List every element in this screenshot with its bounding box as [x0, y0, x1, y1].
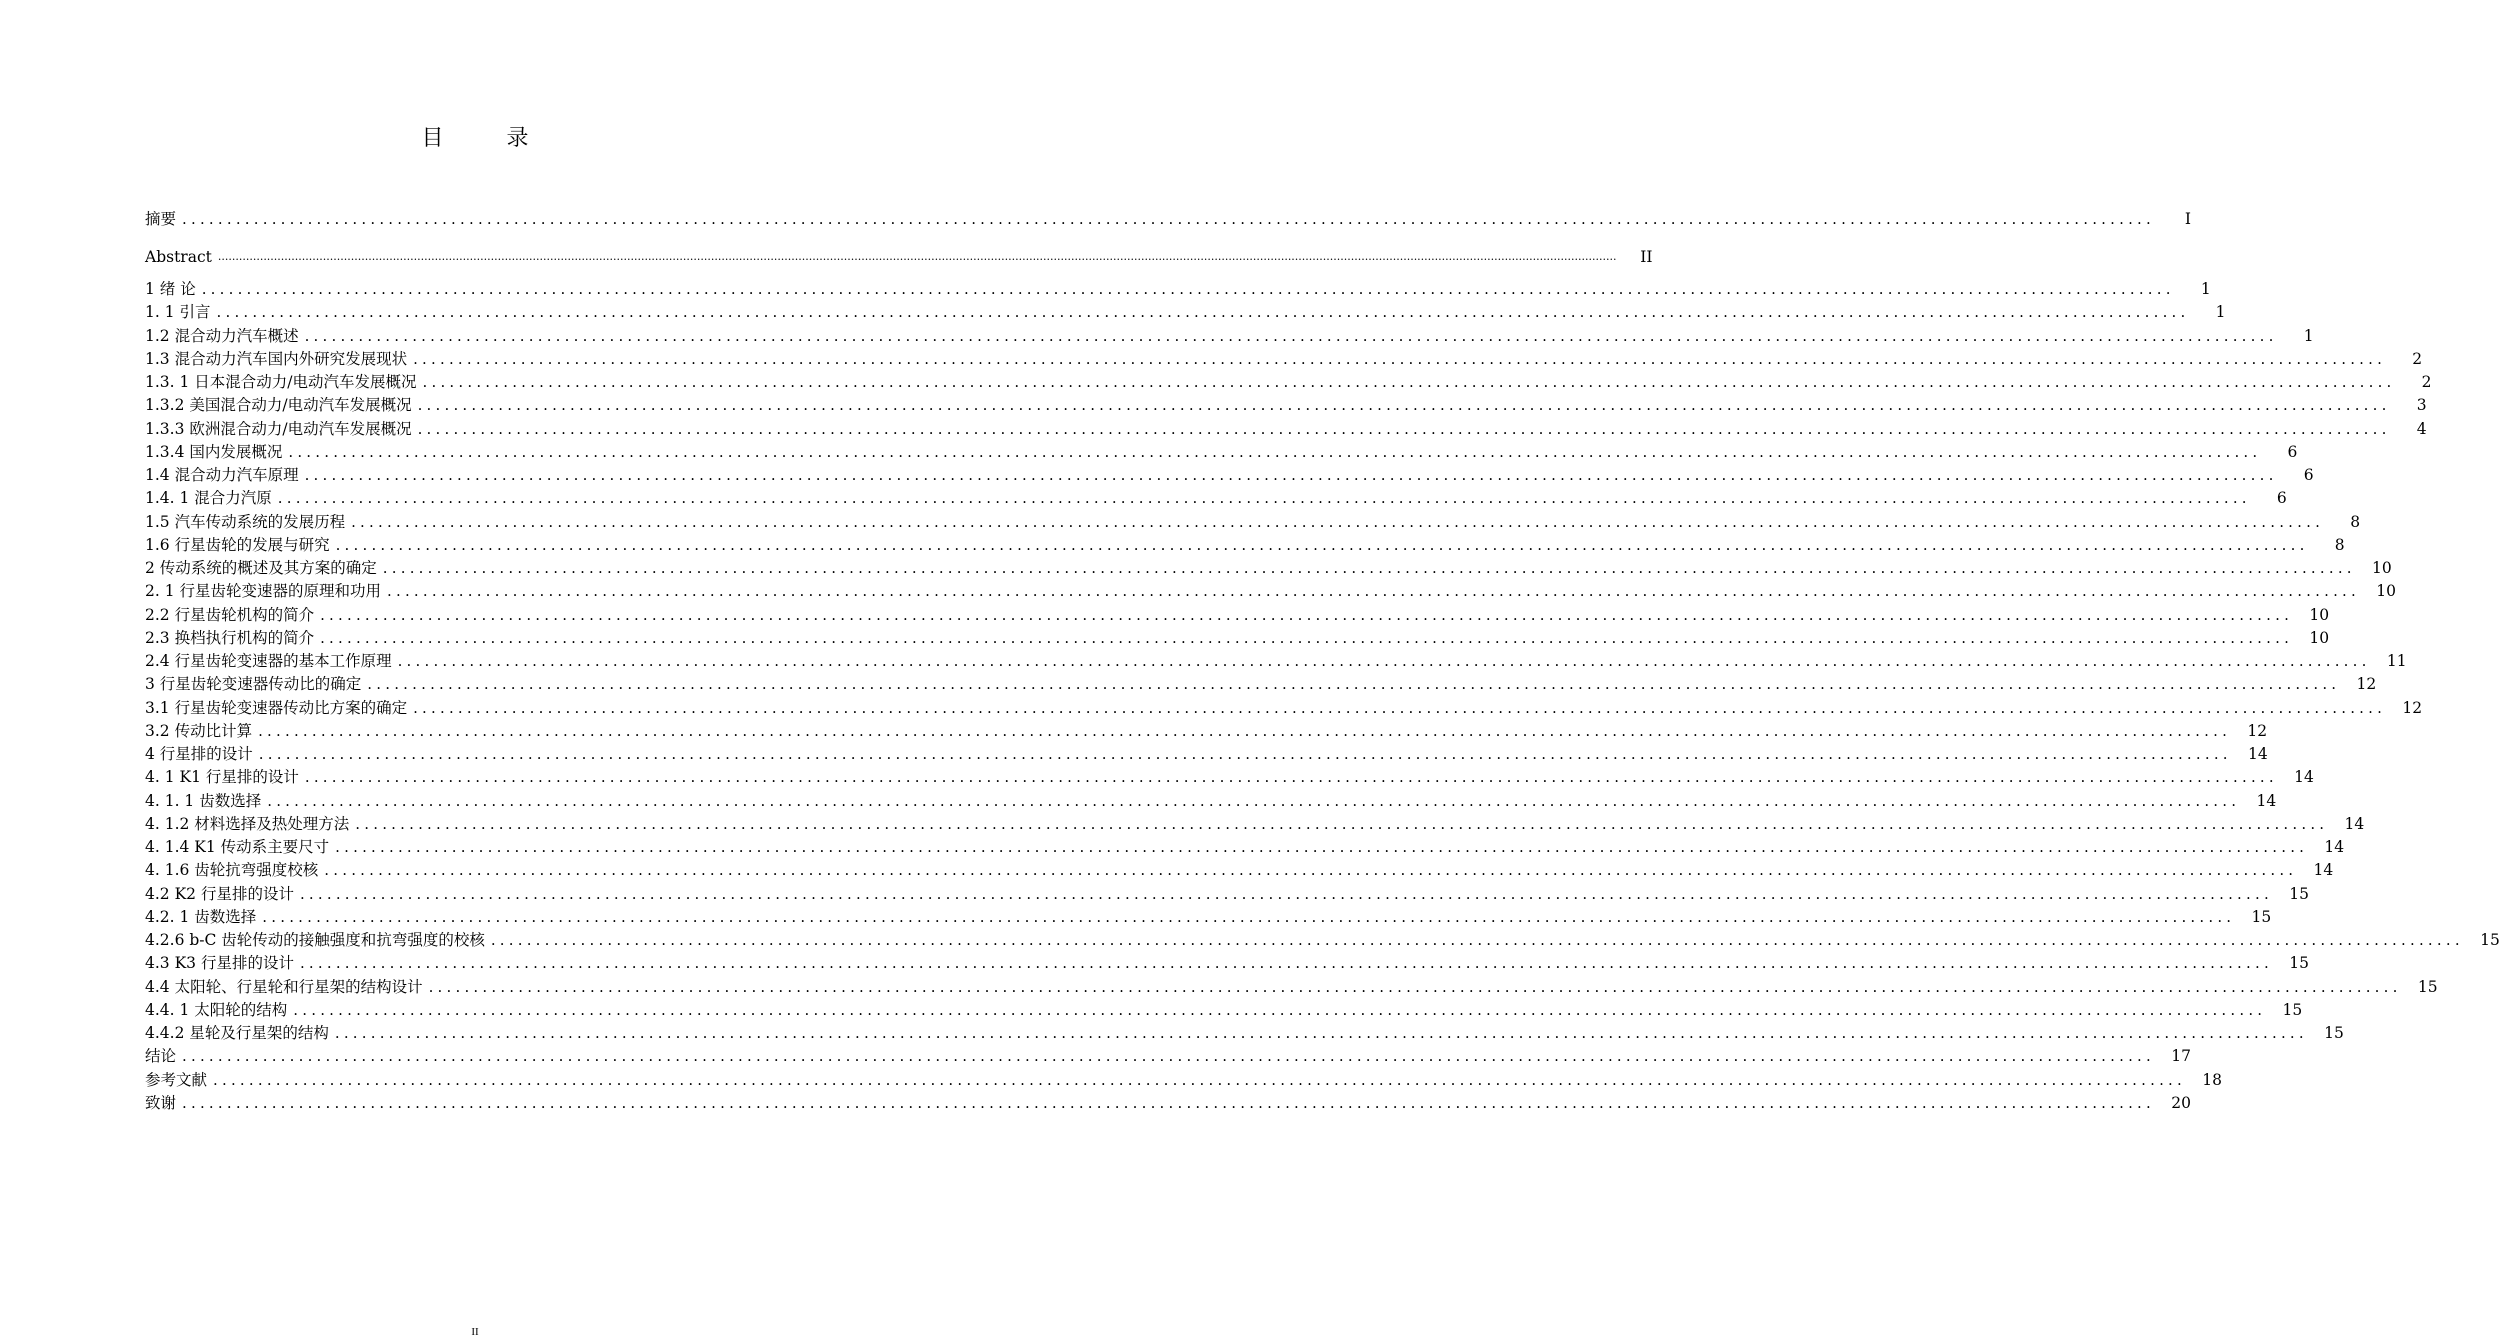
toc-leader-dots: ............................................................................................................................................................................................................................ [258, 745, 2232, 763]
toc-entry-label: 1.3.4 国内发展概况 [145, 442, 288, 462]
toc-entry-page: 10 [2372, 559, 2392, 577]
toc-leader-dots: ............................................................................................................................................................................................................................ [182, 1047, 2155, 1066]
toc-entry-page: 11 [2386, 652, 2407, 670]
toc-entry[interactable] [145, 346, 2423, 369]
toc-entry-label: 结论 [145, 1046, 182, 1066]
toc-leader-dots: ............................................................................................................................................................................................................................ [324, 861, 2298, 880]
toc-entry[interactable] [145, 695, 2423, 718]
toc-entry-label: 4. 1.4 K1 传动系主要尺寸 [145, 837, 335, 857]
toc-entry-page: 6 [2276, 489, 2287, 508]
toc-leader-dots: ............................................................................................................................................................................................................................ [216, 303, 2190, 322]
toc-entry-page: 14 [2344, 814, 2365, 833]
toc-entry-label: 2.4 行星齿轮变速器的基本工作原理 [145, 651, 398, 671]
toc-entry-label: 4.2 K2 行星排的设计 [145, 884, 300, 904]
toc-entry[interactable] [145, 718, 2268, 741]
toc-leader-dots: ............................................................................................................................................................................................................................ [277, 489, 2251, 508]
toc-leader-dots: ............................................................................................................................................................................................................................ [428, 977, 2402, 996]
toc-entry-label: 1 绪 论 [145, 279, 202, 299]
toc-leader-dots: ............................................................................................................................................................................................................................ [413, 698, 2387, 717]
toc-leader-dots: ............................................................................................................................................................................................................................ [387, 582, 2360, 601]
toc-entry-page: 15 [2251, 907, 2272, 926]
toc-leader-dots: ............................................................................................................................................................................................................................ [367, 675, 2341, 694]
toc-entry[interactable] [145, 741, 2268, 764]
toc-entry-label: 2. 1 行星齿轮变速器的原理和功用 [145, 581, 387, 601]
toc-entry-label: 1.3.2 美国混合动力/电动汽车发展概况 [145, 395, 418, 415]
toc-entry[interactable] [145, 276, 2211, 299]
toc-entry[interactable] [145, 834, 2345, 857]
toc-entry[interactable] [145, 974, 2438, 997]
toc-leader-dots: ............................................................................................................................................................................................................................ [413, 349, 2387, 368]
toc-entry-label: 摘要 [145, 209, 182, 229]
toc-entry-page: 3 [2416, 396, 2427, 415]
toc-entry[interactable] [145, 997, 2303, 1020]
toc-entry[interactable] [145, 578, 2396, 601]
toc-entry-page: 8 [2334, 535, 2345, 554]
toc-entry-page: 10 [2309, 605, 2330, 624]
toc-leader-dots: ............................................................................................................................................................................................................................ [262, 907, 2236, 926]
toc-leader-dots: ............................................................................................................................................................................................................................ [382, 559, 2356, 577]
toc-entry-page: 1 [2215, 303, 2226, 322]
toc-entry-page: 4 [2416, 419, 2427, 438]
toc-entry[interactable] [145, 416, 2427, 439]
toc-entry-page: 15 [2289, 954, 2309, 973]
toc-entry[interactable] [145, 392, 2427, 415]
toc-entry-page: 2 [2421, 373, 2432, 391]
toc-entry[interactable] [145, 927, 2500, 950]
toc-entry[interactable] [145, 881, 2309, 904]
toc-leader-dots: ............................................................................................................................................................................................................................ [213, 1070, 2186, 1089]
toc-entry-page: 10 [2309, 628, 2330, 647]
toc-leader-dots: ............................................................................................................................................................................................................................ [293, 1000, 2267, 1019]
toc-entry[interactable] [145, 1067, 2222, 1090]
toc-leader-dots: ............................................................................................................................................................................................................................ [304, 466, 2278, 484]
toc-entry[interactable] [145, 369, 2432, 392]
toc-entry-label: 1.6 行星齿轮的发展与研究 [145, 535, 336, 555]
toc-leader-dots: ............................................................................................................................................................................................................................ [304, 768, 2278, 787]
toc-entry-page: 6 [2303, 466, 2314, 484]
toc-entry-page: 1 [2303, 326, 2314, 345]
toc-leader-dots: ............................................................................................................................................................................................................................ [201, 280, 2175, 298]
toc-entry-page: 20 [2171, 1093, 2191, 1112]
toc-entry-page: 12 [2402, 698, 2423, 717]
toc-entry-label: 参考文献 [145, 1070, 213, 1090]
toc-entry-page: 15 [2282, 1000, 2303, 1019]
toc-entry-label: 4.3 K3 行星排的设计 [145, 953, 300, 973]
toc-entry[interactable] [145, 299, 2226, 322]
toc-entry-label: 2.3 换档执行机构的简介 [145, 628, 320, 648]
toc-entry-label: 4. 1.6 齿轮抗弯强度校核 [145, 860, 324, 880]
toc-entry[interactable] [145, 1043, 2191, 1066]
toc-entry-label: 4. 1 K1 行星排的设计 [145, 767, 305, 787]
toc-entry-label: 4.2. 1 齿数选择 [145, 907, 262, 927]
toc-entry-page: 10 [2376, 582, 2396, 601]
toc-entry[interactable] [145, 206, 2191, 229]
toc-entry-label: 1.4 混合动力汽车原理 [145, 465, 305, 485]
toc-entry-page: 18 [2202, 1070, 2222, 1089]
toc-leader-dots: ............................................................................................................................................................................................................................ [355, 814, 2329, 833]
toc-entry-label: 1.3.3 欧洲混合动力/电动汽车发展概况 [145, 419, 418, 439]
toc-entry-page: 12 [2247, 721, 2268, 740]
toc-leader-dots: ............................................................................................................................................................................................................................ [397, 652, 2371, 670]
toc-entry[interactable] [145, 462, 2314, 485]
toc-entry-label: 3.1 行星齿轮变速器传动比方案的确定 [145, 698, 413, 718]
toc-entry[interactable] [145, 671, 2377, 694]
toc-entry-label: 1.4. 1 混合力汽原 [145, 488, 278, 508]
toc-entry-label: Abstract [145, 247, 218, 267]
toc-entry-page: 14 [2248, 745, 2268, 763]
toc-entry[interactable] [145, 555, 2392, 578]
toc-leader-dots: ............................................................................................................................................................................................................................ [422, 373, 2396, 391]
toc-entry[interactable] [145, 788, 2277, 811]
toc-entry-label: 1. 1 引言 [145, 302, 217, 322]
toc-leader-dots: ............................................................................................................................................................................................................................ [304, 326, 2278, 345]
toc-entry-page: 6 [2287, 442, 2298, 461]
toc-entry-page: 14 [2324, 838, 2345, 856]
toc-entry[interactable] [145, 811, 2365, 834]
toc-entry[interactable] [145, 532, 2345, 555]
toc-leader-dots: ............................................................................................................................................................................................................................ [417, 396, 2391, 415]
toc-leader-dots: ............................................................................................................................................................................................................................ [288, 442, 2262, 461]
toc-entry-label: 2.2 行星齿轮机构的简介 [145, 605, 320, 625]
toc-entry[interactable] [145, 950, 2309, 973]
toc-entry-page: 14 [2294, 768, 2314, 787]
toc-entry[interactable] [145, 244, 1653, 267]
page-number-footer: II [471, 1326, 479, 1338]
toc-entry-page: 15 [2417, 977, 2438, 996]
toc-entry-label: 1.3. 1 日本混合动力/电动汽车发展概况 [145, 372, 423, 392]
toc-entry[interactable] [145, 857, 2334, 880]
toc-entry-page: 14 [2313, 861, 2334, 880]
toc-entry[interactable] [145, 485, 2287, 508]
toc-entry-page: 12 [2356, 675, 2377, 694]
toc-leader-dots: ............................................................................................................................................................................................................................ [335, 535, 2309, 554]
toc-entry-page: 1 [2200, 280, 2211, 298]
toc-entry[interactable] [145, 1090, 2191, 1113]
toc-entry-label: 4.2.6 b-C 齿轮传动的接触强度和抗弯强度的校核 [145, 930, 491, 950]
toc-leader-dots: ............................................................................................................................................................................................................................ [267, 791, 2241, 810]
toc-entry-label: 4 行星排的设计 [145, 744, 259, 764]
toc-entry-label: 3.2 传动比计算 [145, 721, 258, 741]
toc-entry-label: 1.3 混合动力汽车国内外研究发展现状 [145, 349, 413, 369]
toc-entry-label: 1.2 混合动力汽车概述 [145, 326, 305, 346]
toc-leader-dots: ............................................................................................................................................................................................................................ [335, 838, 2309, 856]
toc-entry-label: 4.4 太阳轮、行星轮和行星架的结构设计 [145, 977, 429, 997]
toc-leader-dots: ............................................................................................................................................................................................................................ [182, 1093, 2155, 1112]
toc-leader-dots: ............................................................................................................................................................................................................................ [182, 210, 2155, 228]
toc-entry[interactable] [145, 602, 2330, 625]
toc-leader-dots: ................................................................................................................................................................................................................................................................................................................................................................................................................ [217, 250, 1617, 263]
toc-entry-label: 致谢 [145, 1093, 182, 1113]
toc-entry[interactable] [145, 439, 2298, 462]
toc-entry-page: I [2184, 210, 2191, 228]
toc-entry-page: 8 [2350, 512, 2361, 531]
toc-entry[interactable] [145, 323, 2314, 346]
toc-entry-page: II [1640, 248, 1653, 266]
toc-leader-dots: ............................................................................................................................................................................................................................ [320, 628, 2294, 647]
toc-entry-page: 17 [2171, 1047, 2191, 1066]
toc-entry-label: 3 行星齿轮变速器传动比的确定 [145, 674, 367, 694]
toc-entry-page: 14 [2256, 791, 2277, 810]
toc-entry[interactable] [145, 648, 2407, 671]
toc-leader-dots: ............................................................................................................................................................................................................................ [334, 1024, 2308, 1042]
toc-entry-page: 15 [2289, 884, 2309, 903]
toc-entry[interactable] [145, 625, 2330, 648]
toc-leader-dots: ............................................................................................................................................................................................................................ [351, 512, 2325, 531]
toc-entry-label: 4. 1. 1 齿数选择 [145, 791, 267, 811]
toc-entry-label: 4.4.2 星轮及行星架的结构 [145, 1023, 335, 1043]
toc-leader-dots: ............................................................................................................................................................................................................................ [320, 605, 2294, 624]
toc-leader-dots: ............................................................................................................................................................................................................................ [299, 954, 2273, 973]
toc-leader-dots: ............................................................................................................................................................................................................................ [299, 884, 2273, 903]
toc-entry[interactable] [145, 764, 2314, 787]
toc-entry[interactable] [145, 509, 2361, 532]
toc-entry-label: 2 传动系统的概述及其方案的确定 [145, 558, 383, 578]
toc-leader-dots: ............................................................................................................................................................................................................................ [490, 931, 2464, 949]
page-title: 目 录 [421, 126, 557, 151]
toc-entry[interactable] [145, 1020, 2344, 1043]
toc-entry-page: 15 [2480, 931, 2500, 949]
toc-entry-label: 1.5 汽车传动系统的发展历程 [145, 512, 351, 532]
toc-entry-label: 4. 1.2 材料选择及热处理方法 [145, 814, 355, 834]
toc-leader-dots: ............................................................................................................................................................................................................................ [258, 721, 2232, 740]
toc-leader-dots: ............................................................................................................................................................................................................................ [417, 419, 2391, 438]
toc-entry-page: 15 [2324, 1024, 2344, 1042]
toc-entry-page: 2 [2412, 349, 2423, 368]
toc-entry[interactable] [145, 904, 2272, 927]
toc-entry-label: 4.4. 1 太阳轮的结构 [145, 1000, 293, 1020]
